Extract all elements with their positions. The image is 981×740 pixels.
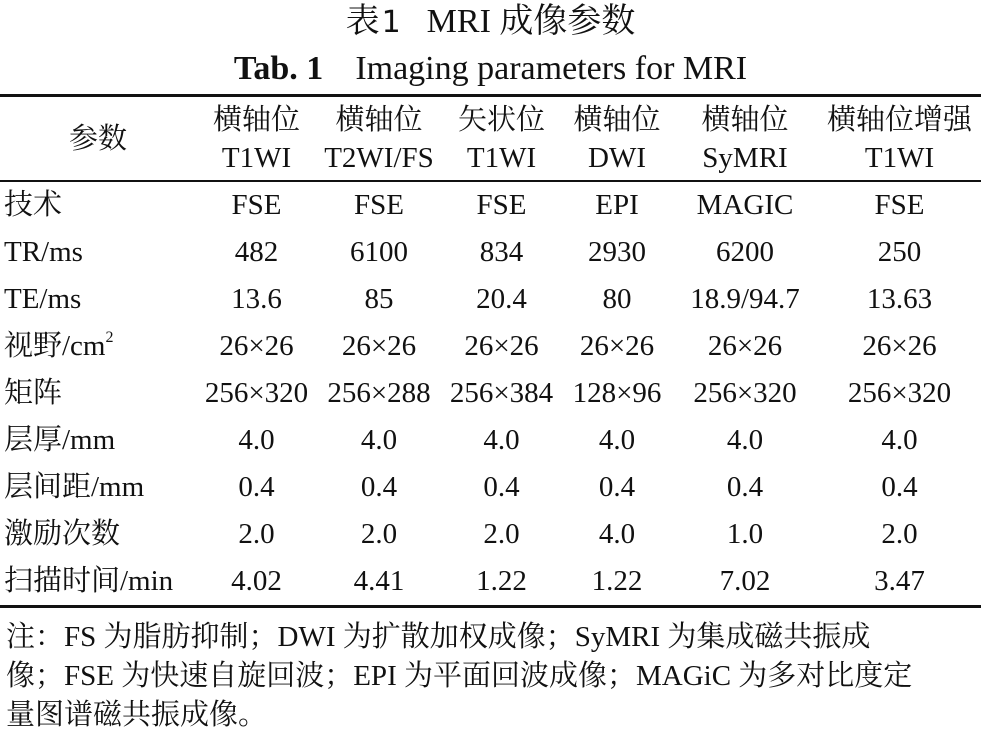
table-cell: 4.0 (483, 424, 520, 456)
table-cell: 3.47 (874, 565, 925, 597)
table-row (0, 229, 981, 276)
mri-parameters-table (0, 97, 981, 605)
row-label: 矩阵 (4, 377, 63, 409)
table-cell: 0.4 (483, 471, 520, 503)
table-row (0, 276, 981, 323)
table-cell: 4.0 (726, 424, 764, 456)
table-cell: 26×26 (707, 330, 783, 362)
table-cell: 256×288 (327, 377, 431, 409)
table-cell: 4.0 (598, 518, 636, 550)
table-cell: 834 (479, 236, 524, 268)
table-row (0, 464, 981, 511)
table-row (0, 323, 981, 370)
table-cell: 256×320 (693, 377, 797, 409)
table-cell: 13.63 (866, 283, 933, 315)
table-row (0, 558, 981, 605)
table-title-en-prefix: Tab. 1 (233, 50, 324, 87)
table-cell: 26×26 (862, 330, 937, 362)
header-column: 矢状位 T1WI (457, 103, 545, 174)
table-cell: 6200 (716, 236, 774, 268)
table-title-chinese (0, 0, 981, 45)
table-title-en-text: Imaging parameters for MRI (355, 50, 748, 87)
header-column: 横轴位 T1WI (212, 103, 300, 174)
table-cell: 80 (602, 283, 632, 315)
table-cell: 7.02 (719, 565, 771, 597)
header-column: 横轴位 DWI (573, 103, 661, 174)
table-cell: 6100 (350, 236, 408, 268)
table-cell: 26×26 (341, 330, 417, 362)
table-cell: 2.0 (881, 518, 918, 550)
table-cell: 2.0 (360, 518, 398, 550)
header-column: 横轴位 SyMRI (701, 103, 789, 174)
table-cell: 1.0 (726, 518, 764, 550)
footnote-line: 注：FS 为脂肪抑制；DWI 为扩散加权成像；SyMRI 为集成磁共振成 (6, 621, 871, 653)
table-bottom-rule (0, 605, 981, 608)
table-row (0, 511, 981, 558)
row-label: TE/ms (4, 283, 82, 315)
table-cell: 256×320 (204, 377, 309, 409)
table-cell: FSE (476, 189, 527, 221)
row-label: 技术 (4, 189, 63, 221)
table-title-prefix: 表 (345, 3, 380, 40)
table-cell: 1.22 (476, 565, 527, 597)
table-cell: MAGIC (696, 189, 794, 221)
table-cell: FSE (354, 189, 404, 221)
header-column: 横轴位 T2WI/FS (324, 103, 434, 174)
table-cell: FSE (874, 189, 925, 221)
table-cell: EPI (595, 189, 639, 221)
table-cell: 128×96 (572, 377, 662, 409)
header-column: 横轴位增强 T1WI (826, 103, 972, 174)
row-label: TR/ms (4, 236, 83, 268)
table-title-text: MRI 成像参数 (426, 3, 636, 40)
table-cell: 18.9/94.7 (690, 283, 800, 315)
table-cell: 26×26 (464, 330, 539, 362)
table-cell: 256×320 (847, 377, 952, 409)
footnote-line: 量图谱磁共振成像。 (6, 699, 268, 731)
table-row (0, 417, 981, 464)
table-cell: 0.4 (598, 471, 636, 503)
table-cell: 85 (364, 283, 394, 315)
table-cell: 0.4 (360, 471, 398, 503)
table-footnote (6, 618, 978, 735)
table-cell: 2.0 (238, 518, 275, 550)
row-label: 扫描时间/min (4, 565, 174, 597)
table-cell: 0.4 (238, 471, 275, 503)
table-cell: 4.0 (360, 424, 398, 456)
table-cell: 2.0 (483, 518, 520, 550)
footnote-line: 像；FSE 为快速自旋回波；EPI 为平面回波成像；MAGiC 为多对比度定 (6, 660, 913, 692)
table-cell: 0.4 (726, 471, 764, 503)
table-cell: 20.4 (476, 283, 527, 315)
row-label: 视野$/cm^2$ (4, 329, 114, 362)
table-cell: 4.0 (598, 424, 636, 456)
header-parameter: 参数 (68, 122, 127, 155)
table-cell: 0.4 (881, 471, 918, 503)
table-cell: 4.02 (231, 565, 282, 597)
table-title-english (0, 48, 981, 90)
row-label: 层厚/mm (4, 424, 116, 456)
row-label: 激励次数 (4, 518, 121, 550)
table-cell: 4.0 (881, 424, 918, 456)
table-cell: FSE (231, 189, 282, 221)
table-header-row (0, 97, 981, 180)
table-cell: 26×26 (219, 330, 294, 362)
table-cell: 482 (234, 236, 279, 268)
table-title-number: 1 (381, 5, 401, 40)
table-cell: 256×384 (449, 377, 554, 409)
table-cell: 250 (877, 236, 922, 268)
row-label: 层间距/mm (4, 471, 145, 503)
table-row (0, 180, 981, 229)
table-cell: 26×26 (579, 330, 655, 362)
table-cell: 2930 (588, 236, 646, 268)
table-cell: 13.6 (231, 283, 282, 315)
unit-superscript: 2 (105, 329, 114, 346)
table-cell: 4.41 (353, 565, 405, 597)
table-cell: 4.0 (238, 424, 275, 456)
table-row (0, 370, 981, 417)
table-cell: 1.22 (591, 565, 643, 597)
